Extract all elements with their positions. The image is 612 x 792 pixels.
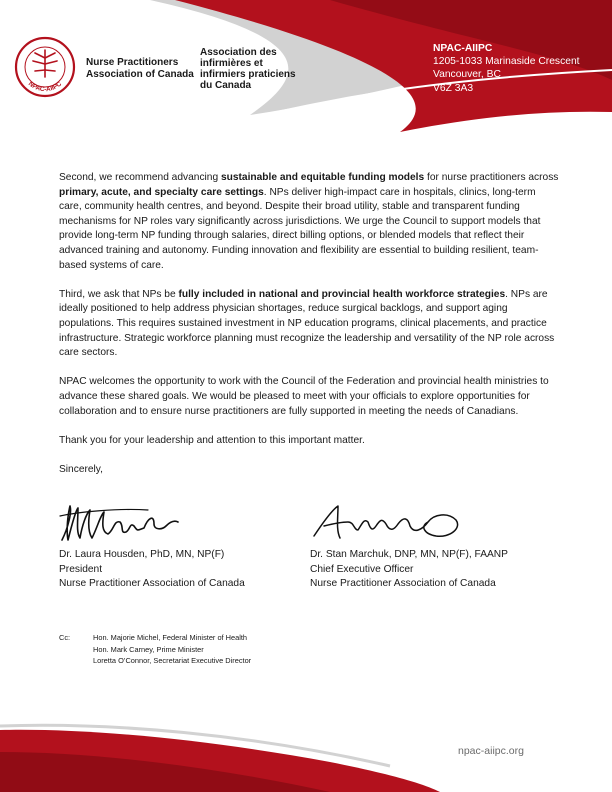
paragraph-funding xyxy=(59,171,559,273)
signatory-1 xyxy=(59,548,245,592)
org-name-en xyxy=(86,57,194,81)
org-name-en-line: Association of Canada xyxy=(86,69,194,80)
cc-label: Cc: xyxy=(59,633,71,642)
signature-marchuk xyxy=(310,500,465,544)
paragraph-thanks: Thank you for your leadership and attention to this important matter. xyxy=(59,434,365,446)
cc-recipients xyxy=(93,632,251,667)
signatory-org: Nurse Practitioner Association of Canada xyxy=(59,578,245,590)
cc-recipient: Hon. Mark Carney, Prime Minister xyxy=(93,644,204,654)
address-block xyxy=(433,42,580,95)
signatory-name: Dr. Laura Housden, PhD, MN, NP(F) xyxy=(59,549,225,560)
org-name-fr-line: du Canada xyxy=(200,80,252,91)
signatory-2 xyxy=(310,548,508,592)
text-run: Third, we ask that NPs be xyxy=(59,288,179,300)
paragraph-welcome: NPAC welcomes the opportunity to work with the Council of the Federation and provincial health ministries to advance these shared goals. We would be pleased to meet with your officials to explore opportunities for collaboration and to ensure nurse practitioners are fully supported in meeting the needs of Canadians. xyxy=(59,376,549,417)
closing: Sincerely, xyxy=(59,463,103,475)
letter-body xyxy=(59,171,559,492)
text-run: Second, we recommend advancing xyxy=(59,172,221,183)
text-run: . NPs are ideally positioned to help address physician shortages, reduce surgical backlogs, and support aging populations. This requires sustained investment in NP education programs, clinical placements, and practice infrastructure. Strategic workforce planning must recognize the leadership and versatility of the NP role across care sectors. xyxy=(59,288,555,359)
org-name-fr-line: infirmières et xyxy=(200,58,263,69)
bold-text: fully included in national and provincial health workforce strategies xyxy=(178,288,506,300)
address-city: Vancouver, BC xyxy=(433,69,501,81)
address-org-name: NPAC-AIIPC xyxy=(433,43,493,54)
org-name-fr-line: infirmiers praticiens xyxy=(200,69,296,80)
signatory-org: Nurse Practitioner Association of Canada xyxy=(310,578,496,590)
signatory-name: Dr. Stan Marchuk, DNP, MN, NP(F), FAANP xyxy=(310,549,508,560)
cc-recipient: Loretta O’Connor, Secretariat Executive Director xyxy=(93,656,252,665)
signatory-title: President xyxy=(59,563,103,575)
bold-text: sustainable and equitable funding models xyxy=(220,172,425,183)
text-run: for nurse practitioners across xyxy=(424,172,559,183)
footer-website-link[interactable]: npac-aiipc.org xyxy=(458,745,524,757)
org-name-fr xyxy=(200,47,296,91)
signatory-title: Chief Executive Officer xyxy=(310,563,414,575)
bold-text: primary, acute, and specialty care settings xyxy=(59,186,264,198)
address-postal: V6Z 3A3 xyxy=(433,82,474,94)
text-run: . NPs deliver high-impact care in hospitals, clinics, long-term care, community health centres, and beyond. Despite their broad utility, stable and transparent funding mechanisms for NP roles vary significantly across jurisdictions. We urge the Council to support models that provide long-term NP funding through salaries, direct billing options, or blended models that reflect their advanced training and autonomy. Funding innovation and flexibility are essential to building resilient, team-based systems of care. xyxy=(59,186,541,271)
org-name-en-line: Nurse Practitioners xyxy=(86,57,179,68)
npac-logo xyxy=(14,36,76,98)
footer-banner xyxy=(0,722,612,792)
paragraph-workforce xyxy=(59,288,559,361)
address-street: 1205-1033 Marinaside Crescent xyxy=(433,56,580,68)
cc-recipient: Hon. Majorie Michel, Federal Minister of Health xyxy=(93,633,248,642)
logo-text: NPAC-AIIPC xyxy=(26,80,64,94)
signature-housden xyxy=(58,500,188,544)
org-name-fr-line: Association des xyxy=(200,47,277,58)
